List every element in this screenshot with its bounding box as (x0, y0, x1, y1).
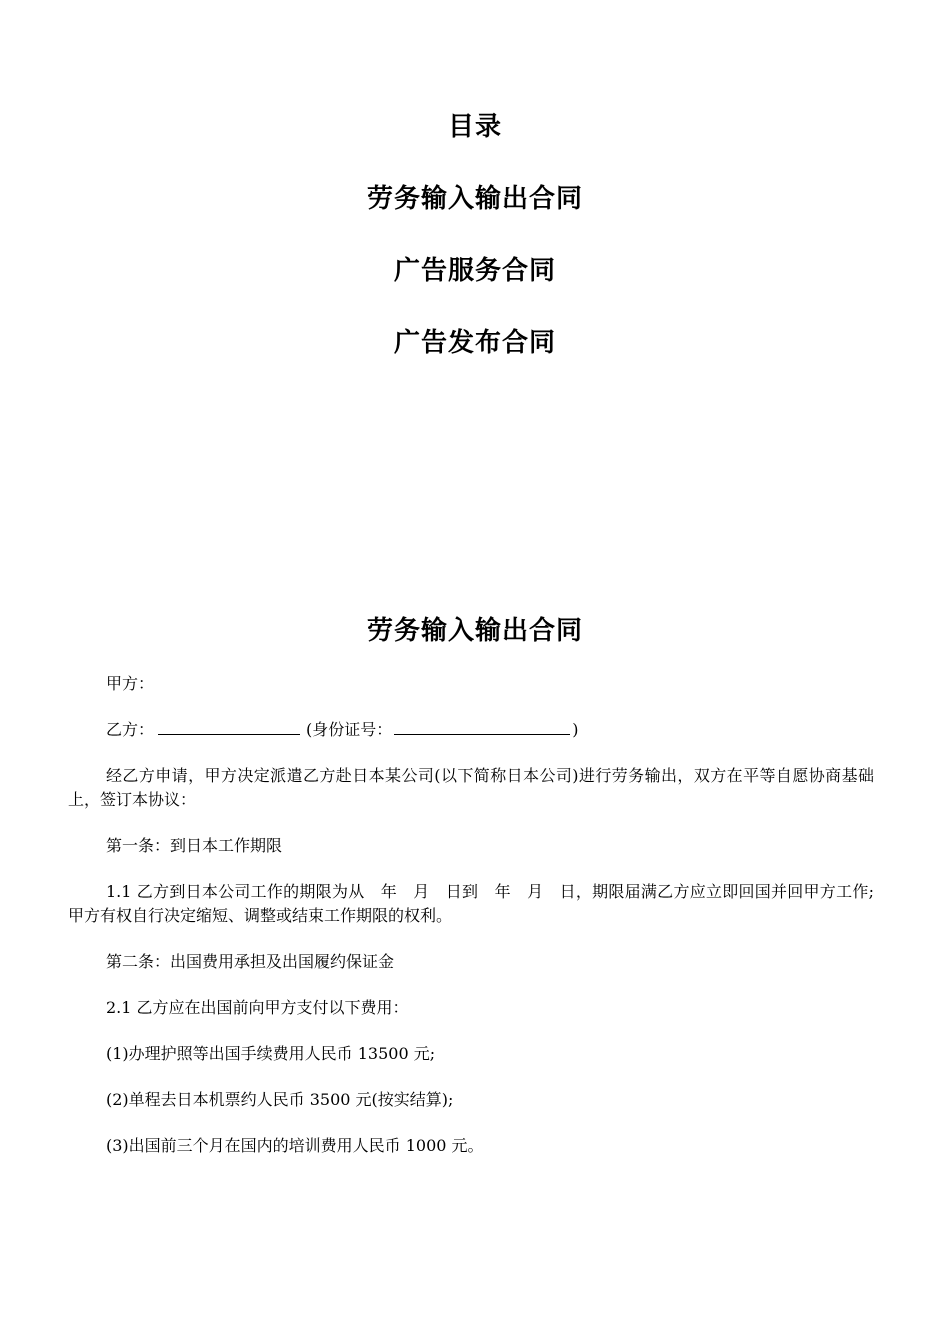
toc-title: 目录 (447, 112, 502, 142)
party-b-label: 乙方： (106, 720, 155, 739)
contract-body (68, 672, 874, 1158)
party-b-name-blank (158, 720, 300, 735)
article-1-1: 1.1 乙方到日本公司工作的期限为从 年 月 日到 年 月 日，期限届满乙方应立即回国并回甲方工作;甲方有权自行决定缩短、调整或结束工作期限的权利。 (68, 882, 874, 925)
article-2-title: 第二条：出国费用承担及出国履约保证金 (106, 952, 395, 971)
party-b-id-blank (394, 720, 570, 735)
party-b-id-open: (身份证号： (306, 720, 393, 739)
party-b-line (68, 718, 874, 742)
fee-item-2: (2)单程去日本机票约人民币 3500 元(按实结算); (106, 1090, 454, 1109)
fee-item-1: (1)办理护照等出国手续费用人民币 13500 元; (106, 1044, 436, 1063)
article-1-title: 第一条：到日本工作期限 (106, 836, 283, 855)
fee-item-3: (3)出国前三个月在国内的培训费用人民币 1000 元。 (106, 1136, 484, 1155)
document-title: 劳务输入输出合同 (366, 616, 583, 646)
party-a-line: 甲方： (106, 674, 155, 693)
intro-paragraph: 经乙方申请，甲方决定派遣乙方赴日本某公司(以下简称日本公司)进行劳务输出，双方在平等自愿协商基础上，签订本协议： (68, 766, 874, 809)
toc-item-ad-service-contract[interactable]: 广告服务合同 (393, 256, 556, 286)
toc-item-labor-contract[interactable]: 劳务输入输出合同 (366, 184, 583, 214)
toc-item-ad-publish-contract[interactable]: 广告发布合同 (393, 328, 556, 358)
party-b-id-close: ) (572, 720, 579, 739)
article-2-1: 2.1 乙方应在出国前向甲方支付以下费用： (106, 998, 409, 1017)
